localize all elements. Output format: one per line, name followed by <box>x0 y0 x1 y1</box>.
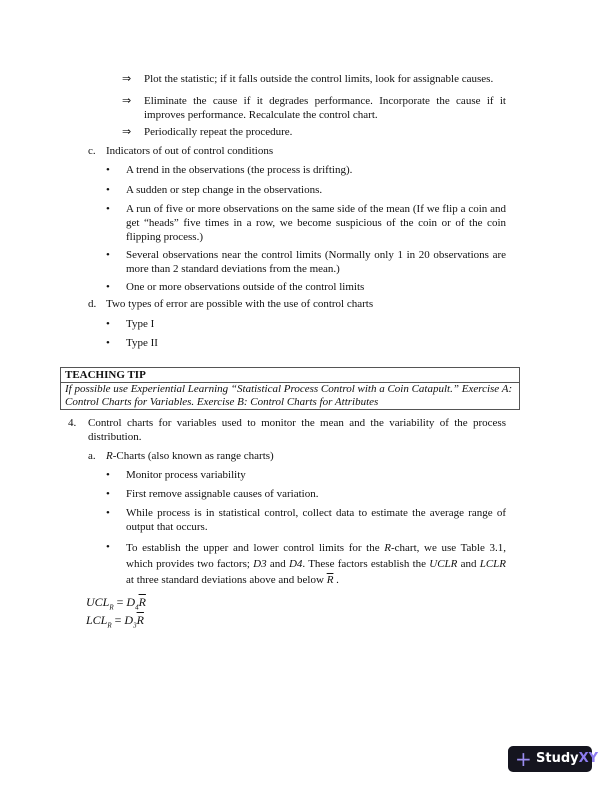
list-item: A sudden or step change in the observations. <box>126 184 323 196</box>
list-item: Monitor process variability <box>126 469 246 481</box>
arrow-icon: ⇒ <box>122 73 132 85</box>
badge-suffix: XY <box>578 751 599 766</box>
list-marker: 4. <box>68 417 77 429</box>
list-marker: c. <box>88 145 96 157</box>
bullet-icon: • <box>106 488 110 500</box>
bullet-icon: • <box>106 507 110 519</box>
d3-symbol: D3 <box>253 558 267 570</box>
section-heading: Control charts for variables used to monitor the mean and the variability of the process distribution. <box>88 417 506 443</box>
text: To establish the upper and lower control limits for the <box>126 542 385 554</box>
studyxy-badge[interactable] <box>508 746 599 772</box>
list-item: A run of five or more observations on the same side of the mean (If we flip a coin and get “heads” five times in a row, we become suspicious of the coin or of the coin flipping process.) <box>126 203 506 243</box>
text: and <box>457 558 480 570</box>
bullet-icon: • <box>106 281 110 293</box>
list-item: Type I <box>126 318 155 330</box>
list-item <box>126 540 506 588</box>
bullet-icon: • <box>106 203 110 215</box>
section-heading: Indicators of out of control conditions <box>106 145 274 157</box>
badge-text <box>536 746 598 772</box>
bullet-icon: • <box>106 164 110 176</box>
r-symbol: R <box>384 542 391 554</box>
section-heading: Two types of error are possible with the use of control charts <box>106 298 374 310</box>
text: . <box>333 574 339 586</box>
eq-sub: R <box>109 603 114 612</box>
teaching-tip-body: If possible use Experiential Learning “Statistical Process Control with a Coin Catapult.” Exercise A: Control Charts for Variables. Exercise B: Control Charts for Attributes <box>65 383 513 408</box>
plus-icon: + <box>515 747 532 771</box>
eq-sub: 4 <box>135 603 139 612</box>
list-item: One or more observations outside of the control limits <box>126 281 365 293</box>
arrow-icon: ⇒ <box>122 95 132 107</box>
bullet-icon: • <box>106 541 110 553</box>
text: . These factors establish the <box>302 558 430 570</box>
step-text: Eliminate the cause if it degrades performance. Incorporate the cause if it improves performance. Recalculate the control chart. <box>144 95 506 121</box>
eq-lhs: LCL <box>86 613 108 627</box>
r-bar-symbol: $\overline{R}$ <box>138 595 146 609</box>
bullet-icon: • <box>106 318 110 330</box>
eq-sub: 3 <box>133 621 137 630</box>
list-item: A trend in the observations (the process is drifting). <box>126 164 353 176</box>
teaching-tip-heading: TEACHING TIP <box>61 368 519 383</box>
eq-rhs: D <box>126 595 136 609</box>
list-item: Type II <box>126 337 158 349</box>
lcl-symbol: LCLR <box>479 558 507 570</box>
bullet-icon: • <box>106 184 110 196</box>
text: -chart, we use Table 3.1, which provides two factors; <box>126 542 507 570</box>
arrow-icon: ⇒ <box>122 126 132 138</box>
eq-sign: = <box>111 613 125 627</box>
eq-rhs: D <box>124 613 134 627</box>
lcl-equation <box>86 613 144 632</box>
bullet-icon: • <box>106 469 110 481</box>
list-item: Several observations near the control limits (Normally only 1 in 20 observations are more than 2 standard deviations from the mean.) <box>126 249 506 275</box>
heading-text: -Charts (also known as range charts) <box>112 450 274 462</box>
step-text: Periodically repeat the procedure. <box>144 126 293 138</box>
text: and <box>266 558 289 570</box>
eq-sign: = <box>113 595 127 609</box>
list-item: First remove assignable causes of variation. <box>126 488 319 500</box>
ucl-symbol: UCLR <box>429 558 458 570</box>
badge-prefix: Study <box>536 751 579 766</box>
section-heading <box>106 449 506 463</box>
list-marker: d. <box>88 298 97 310</box>
bullet-icon: • <box>106 249 110 261</box>
r-symbol: R <box>106 450 113 462</box>
ucl-equation <box>86 595 146 614</box>
text: at three standard deviations above and below <box>126 574 327 586</box>
eq-lhs: UCL <box>86 595 110 609</box>
step-text: Plot the statistic; if it falls outside the control limits, look for assignable causes. <box>144 73 494 85</box>
eq-sub: R <box>107 621 112 630</box>
bullet-icon: • <box>106 337 110 349</box>
r-bar-symbol: $\overline{R}$ <box>136 613 144 627</box>
r-bar-symbol: $\overline{R}$ <box>326 574 334 586</box>
list-marker: a. <box>88 450 96 462</box>
d4-symbol: D4 <box>288 558 303 570</box>
teaching-tip-box <box>60 367 520 410</box>
list-item: While process is in statistical control, collect data to estimate the average range of output that occurs. <box>126 507 506 533</box>
